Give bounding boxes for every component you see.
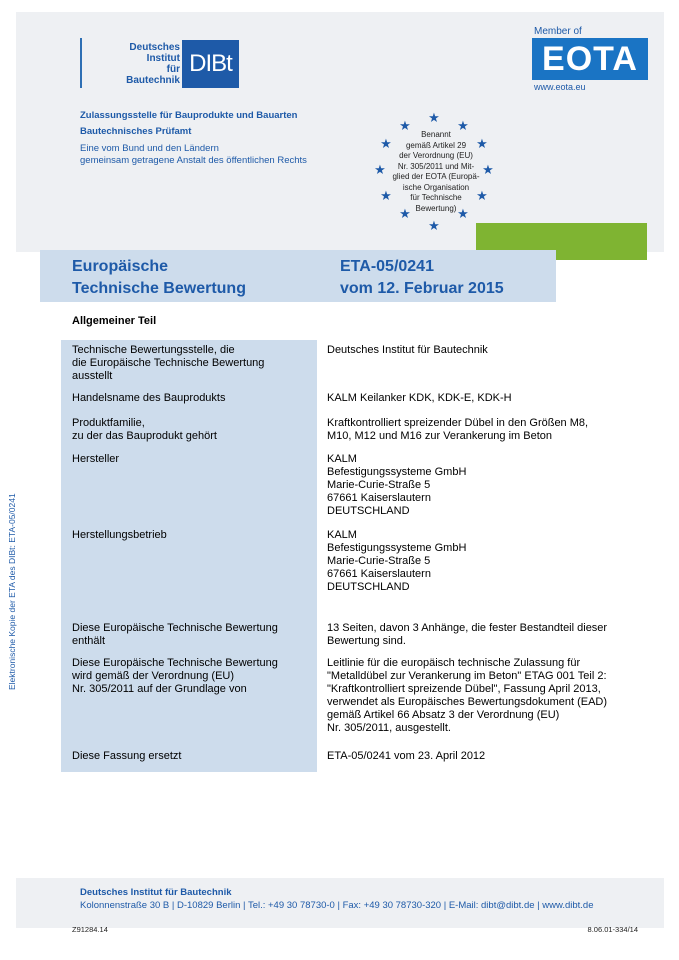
svg-text:★: ★ — [380, 137, 392, 152]
row-value: KALM Keilanker KDK, KDK-E, KDK-H — [327, 392, 512, 404]
row-label: Diese Europäische Technische Bewertung enthält — [72, 622, 278, 647]
dibt-name-line: Deutsches — [129, 42, 180, 53]
notified-line: ische Organisation — [402, 182, 470, 192]
document-type-title — [72, 256, 246, 300]
row-label: Technische Bewertungsstelle, die die Europäische Technische Bewertung ausstellt — [72, 344, 265, 382]
row-value: KALM Befestigungssysteme GmbH Marie-Curie-Straße 5 67661 Kaiserslautern DEUTSCHLAND — [327, 529, 467, 593]
eta-number: ETA-05/0241 — [340, 258, 434, 275]
org-line-test-office: Bautechnisches Prüfamt — [80, 126, 192, 137]
notified-line: für Technische — [410, 193, 462, 202]
org-line-federal: Eine vom Bund und den Ländern — [80, 143, 219, 154]
row-label: Diese Fassung ersetzt — [72, 750, 182, 762]
footer-institute-name: Deutsches Institut für Bautechnik — [80, 887, 232, 898]
svg-text:★: ★ — [476, 189, 488, 204]
org-line-approval: Zulassungsstelle für Bauprodukte und Bauarten — [80, 110, 298, 121]
notified-line: Nr. 305/2011 und Mit- — [397, 161, 475, 171]
svg-text:★: ★ — [457, 119, 469, 134]
row-value: 13 Seiten, davon 3 Anhänge, die fester Bestandteil dieser Bewertung sind. — [327, 622, 608, 647]
notified-line: gemäß Artikel 29 — [405, 140, 467, 150]
row-value: Deutsches Institut für Bautechnik — [327, 344, 488, 356]
section-title: Allgemeiner Teil — [72, 315, 157, 327]
notified-body-text — [388, 130, 484, 214]
notified-line: Benannt — [421, 130, 451, 139]
eota-logo: EOTA — [532, 38, 648, 80]
svg-text:★: ★ — [399, 207, 411, 222]
notified-line: Bewertung) — [415, 203, 457, 213]
eta-date: vom 12. Februar 2015 — [340, 280, 504, 297]
row-label: Hersteller — [72, 453, 120, 465]
row-label: Produktfamilie, zu der das Bauprodukt gehört — [72, 417, 217, 442]
eota-url: www.eota.eu — [534, 82, 586, 92]
dibt-name-line: für — [166, 64, 180, 75]
svg-text:★: ★ — [399, 119, 411, 134]
row-value: KALM Befestigungssysteme GmbH Marie-Curie-Straße 5 67661 Kaiserslautern DEUTSCHLAND — [327, 453, 467, 517]
footer-code-right: 8.06.01-334/14 — [587, 925, 638, 934]
footer-code-left: Z91284.14 — [72, 925, 108, 934]
dibt-name-line: Bautechnik — [126, 75, 180, 86]
row-value: Leitlinie für die europäisch technische Zulassung für "Metalldübel zur Verankerung im Beton" ETAG 001 Teil 2: "Kraftkontrolliert spreizende Dübel", Fassung April 2013, verwendet als Europäisches Bewertungsdokument (EAD) gemäß Artikel 66 Absatz 3 der Verordnung (EU) Nr. 305/2011, ausgestellt. — [327, 657, 608, 734]
row-value: ETA-05/0241 vom 23. April 2012 — [327, 750, 486, 762]
row-value: Kraftkontrolliert spreizender Dübel in den Größen M8, M10, M12 und M16 zur Verankerung im Beton — [327, 417, 589, 442]
eta-number-title — [340, 256, 504, 300]
dibt-logo-box: DIBt — [182, 40, 239, 88]
row-label: Diese Europäische Technische Bewertung wird gemäß der Verordnung (EU) Nr. 305/2011 auf der Grundlage von — [72, 657, 278, 695]
svg-text:★: ★ — [428, 111, 440, 126]
title-line: Technische Bewertung — [72, 280, 246, 297]
title-line: Europäische — [72, 258, 169, 275]
svg-text:★: ★ — [457, 207, 469, 222]
dibt-logo-name — [88, 42, 180, 86]
footer-address: Kolonnenstraße 30 B | D-10829 Berlin | Tel.: +49 30 78730-0 | Fax: +49 30 78730-320 | E-Mail: dibt@dibt.de | www.dibt.de — [80, 900, 594, 911]
svg-text:★: ★ — [476, 137, 488, 152]
svg-text:★: ★ — [428, 219, 440, 234]
svg-text:★: ★ — [380, 189, 392, 204]
dibt-name-line: Institut — [146, 53, 180, 64]
row-label: Herstellungsbetrieb — [72, 529, 167, 541]
dibt-logo-divider — [80, 38, 82, 88]
svg-text:★: ★ — [374, 163, 386, 178]
side-note: Elektronische Kopie der ETA des DIBt: ETA-05/0241 — [7, 493, 17, 690]
org-line-institution: gemeinsam getragene Anstalt des öffentlichen Rechts — [80, 155, 307, 166]
notified-line: der Verordnung (EU) — [399, 151, 473, 160]
row-label: Handelsname des Bauprodukts — [72, 392, 226, 404]
eota-member-label: Member of — [534, 26, 582, 37]
svg-text:★: ★ — [482, 163, 494, 178]
notified-line: glied der EOTA (Europä- — [392, 172, 480, 181]
